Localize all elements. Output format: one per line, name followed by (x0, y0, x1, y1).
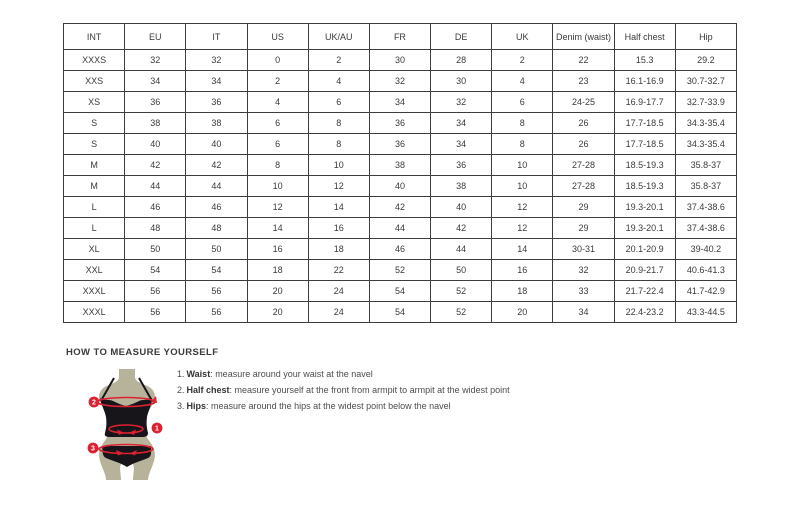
table-cell: XXXL (64, 302, 125, 323)
table-cell: 40 (369, 176, 430, 197)
table-row (64, 134, 737, 155)
table-cell: 12 (492, 218, 553, 239)
table-cell: 44 (431, 239, 492, 260)
table-cell: 22 (308, 260, 369, 281)
table-cell: 26 (553, 134, 614, 155)
table-cell: 42 (369, 197, 430, 218)
column-header: UK/AU (308, 24, 369, 50)
table-cell: 27-28 (553, 176, 614, 197)
table-cell: 40 (186, 134, 247, 155)
table-cell: 17.7-18.5 (614, 113, 675, 134)
column-header: Hip (675, 24, 736, 50)
table-cell: 40 (431, 197, 492, 218)
table-cell: 16 (247, 239, 308, 260)
table-cell: 10 (247, 176, 308, 197)
table-cell: 8 (492, 113, 553, 134)
column-header: Denim (waist) (553, 24, 614, 50)
instruction-text: : measure around the hips at the widest point below the navel (206, 401, 451, 411)
table-cell: 22.4-23.2 (614, 302, 675, 323)
table-row (64, 50, 737, 71)
table-cell: 24-25 (553, 92, 614, 113)
table-cell: 18 (492, 281, 553, 302)
table-cell: 34 (553, 302, 614, 323)
table-cell: 10 (492, 155, 553, 176)
table-row (64, 239, 737, 260)
table-cell: 16 (308, 218, 369, 239)
table-cell: 42 (125, 155, 186, 176)
table-cell: 52 (431, 281, 492, 302)
table-cell: 43.3-44.5 (675, 302, 736, 323)
table-row (64, 281, 737, 302)
measurement-figure-illustration (78, 367, 178, 509)
table-cell: 46 (125, 197, 186, 218)
table-cell: 20 (492, 302, 553, 323)
table-cell: 14 (308, 197, 369, 218)
table-cell: 44 (186, 176, 247, 197)
column-header: Half chest (614, 24, 675, 50)
table-cell: 35.8-37 (675, 155, 736, 176)
table-cell: 38 (125, 113, 186, 134)
table-cell: 20.9-21.7 (614, 260, 675, 281)
table-cell: 18 (308, 239, 369, 260)
table-cell: 12 (308, 176, 369, 197)
table-cell: 35.8-37 (675, 176, 736, 197)
table-cell: 26 (553, 113, 614, 134)
table-row (64, 197, 737, 218)
table-row (64, 155, 737, 176)
table-cell: 18.5-19.3 (614, 155, 675, 176)
table-row (64, 71, 737, 92)
table-cell: 27-28 (553, 155, 614, 176)
table-cell: M (64, 176, 125, 197)
measure-instructions-list (177, 366, 510, 414)
table-cell: L (64, 197, 125, 218)
table-cell: 30 (431, 71, 492, 92)
waist-badge (152, 423, 163, 434)
table-row (64, 260, 737, 281)
table-cell: 8 (247, 155, 308, 176)
table-cell: 32 (186, 50, 247, 71)
measure-heading: HOW TO MEASURE YOURSELF (66, 347, 219, 358)
table-cell: 29 (553, 218, 614, 239)
table-cell: 50 (431, 260, 492, 281)
table-cell: 44 (369, 218, 430, 239)
table-cell: 8 (492, 134, 553, 155)
table-cell: L (64, 218, 125, 239)
table-cell: 52 (431, 302, 492, 323)
table-cell: 23 (553, 71, 614, 92)
table-cell: 17.7-18.5 (614, 134, 675, 155)
table-cell: 56 (186, 302, 247, 323)
instruction-item-waist (177, 366, 510, 382)
table-row (64, 218, 737, 239)
table-cell: 30.7-32.7 (675, 71, 736, 92)
table-cell: 56 (125, 302, 186, 323)
table-cell: 18 (247, 260, 308, 281)
chest-badge (89, 397, 100, 408)
table-cell: 36 (431, 155, 492, 176)
instruction-text: : measure yourself at the front from armpit to armpit at the widest point (229, 385, 510, 395)
table-cell: 16 (492, 260, 553, 281)
table-cell: 2 (308, 50, 369, 71)
table-cell: 10 (308, 155, 369, 176)
table-cell: 19.3-20.1 (614, 218, 675, 239)
table-cell: 38 (369, 155, 430, 176)
column-header: DE (431, 24, 492, 50)
table-cell: 56 (186, 281, 247, 302)
table-cell: 34 (186, 71, 247, 92)
table-cell: 41.7-42.9 (675, 281, 736, 302)
table-cell: 14 (492, 239, 553, 260)
table-cell: 33 (553, 281, 614, 302)
table-cell: 39-40.2 (675, 239, 736, 260)
table-cell: 22 (553, 50, 614, 71)
table-cell: 32 (125, 50, 186, 71)
table-cell: 40.6-41.3 (675, 260, 736, 281)
table-cell: 50 (125, 239, 186, 260)
table-cell: 34 (431, 134, 492, 155)
instruction-label: Hips (186, 401, 207, 411)
table-cell: 4 (247, 92, 308, 113)
table-cell: M (64, 155, 125, 176)
column-header: US (247, 24, 308, 50)
instruction-text: : measure around your waist at the navel (210, 369, 373, 379)
table-cell: 16.9-17.7 (614, 92, 675, 113)
table-cell: 4 (492, 71, 553, 92)
chest-badge-number: 2 (92, 399, 96, 407)
column-header: IT (186, 24, 247, 50)
table-cell: S (64, 113, 125, 134)
table-cell: 29.2 (675, 50, 736, 71)
table-cell: 46 (369, 239, 430, 260)
table-cell: 21.7-22.4 (614, 281, 675, 302)
table-cell: 14 (247, 218, 308, 239)
table-cell: 20.1-20.9 (614, 239, 675, 260)
column-header: FR (369, 24, 430, 50)
instruction-item-hips (177, 398, 510, 414)
table-cell: 38 (186, 113, 247, 134)
table-cell: 6 (308, 92, 369, 113)
table-cell: 8 (308, 113, 369, 134)
table-cell: 32 (431, 92, 492, 113)
table-cell: 30 (369, 50, 430, 71)
instruction-number: 1. (177, 369, 185, 379)
table-cell: 54 (369, 281, 430, 302)
table-cell: 46 (186, 197, 247, 218)
table-cell: 52 (369, 260, 430, 281)
table-cell: 16.1-16.9 (614, 71, 675, 92)
table-cell: 2 (247, 71, 308, 92)
table-cell: 34.3-35.4 (675, 134, 736, 155)
table-cell: 6 (492, 92, 553, 113)
hip-badge-number: 3 (91, 445, 95, 453)
table-cell: 42 (186, 155, 247, 176)
table-cell: 24 (308, 302, 369, 323)
table-cell: 18.5-19.3 (614, 176, 675, 197)
table-header-row (64, 24, 737, 50)
table-cell: 15.3 (614, 50, 675, 71)
table-cell: XXXL (64, 281, 125, 302)
column-header: EU (125, 24, 186, 50)
table-cell: 36 (369, 113, 430, 134)
table-cell: 32.7-33.9 (675, 92, 736, 113)
table-cell: 30-31 (553, 239, 614, 260)
table-cell: XXXS (64, 50, 125, 71)
instruction-label: Waist (186, 369, 211, 379)
table-cell: 4 (308, 71, 369, 92)
table-cell: 20 (247, 281, 308, 302)
table-cell: 42 (431, 218, 492, 239)
table-cell: 28 (431, 50, 492, 71)
table-cell: 50 (186, 239, 247, 260)
table-cell: 10 (492, 176, 553, 197)
table-cell: XXS (64, 71, 125, 92)
table-cell: 29 (553, 197, 614, 218)
table-cell: 32 (369, 71, 430, 92)
table-cell: 32 (553, 260, 614, 281)
table-cell: S (64, 134, 125, 155)
table-cell: 48 (186, 218, 247, 239)
table-cell: 37.4-38.6 (675, 197, 736, 218)
table-cell: XL (64, 239, 125, 260)
table-cell: XS (64, 92, 125, 113)
table-cell: 54 (186, 260, 247, 281)
table-cell: 36 (369, 134, 430, 155)
table-cell: 40 (125, 134, 186, 155)
column-header: UK (492, 24, 553, 50)
table-cell: 38 (431, 176, 492, 197)
table-cell: 34.3-35.4 (675, 113, 736, 134)
hip-badge (88, 443, 99, 454)
table-cell: 0 (247, 50, 308, 71)
table-cell: 19.3-20.1 (614, 197, 675, 218)
size-chart-table (63, 23, 737, 323)
table-cell: 24 (308, 281, 369, 302)
table-row (64, 92, 737, 113)
table-cell: 34 (369, 92, 430, 113)
table-cell: 37.4-38.6 (675, 218, 736, 239)
table-cell: 6 (247, 134, 308, 155)
table-cell: 44 (125, 176, 186, 197)
table-cell: 6 (247, 113, 308, 134)
instruction-number: 3. (177, 401, 185, 411)
table-cell: 12 (492, 197, 553, 218)
table-cell: 56 (125, 281, 186, 302)
table-body (64, 50, 737, 323)
table-cell: 36 (125, 92, 186, 113)
table-cell: 34 (431, 113, 492, 134)
table-cell: 8 (308, 134, 369, 155)
table-cell: 2 (492, 50, 553, 71)
table-cell: 54 (125, 260, 186, 281)
table-cell: XXL (64, 260, 125, 281)
instruction-number: 2. (177, 385, 185, 395)
table-row (64, 113, 737, 134)
instruction-item-half-chest (177, 382, 510, 398)
waist-badge-number: 1 (155, 425, 159, 433)
instruction-label: Half chest (186, 385, 230, 395)
table-cell: 20 (247, 302, 308, 323)
table-cell: 12 (247, 197, 308, 218)
table-row (64, 302, 737, 323)
column-header: INT (64, 24, 125, 50)
table-cell: 36 (186, 92, 247, 113)
table-row (64, 176, 737, 197)
table-cell: 54 (369, 302, 430, 323)
table-cell: 34 (125, 71, 186, 92)
table-cell: 48 (125, 218, 186, 239)
